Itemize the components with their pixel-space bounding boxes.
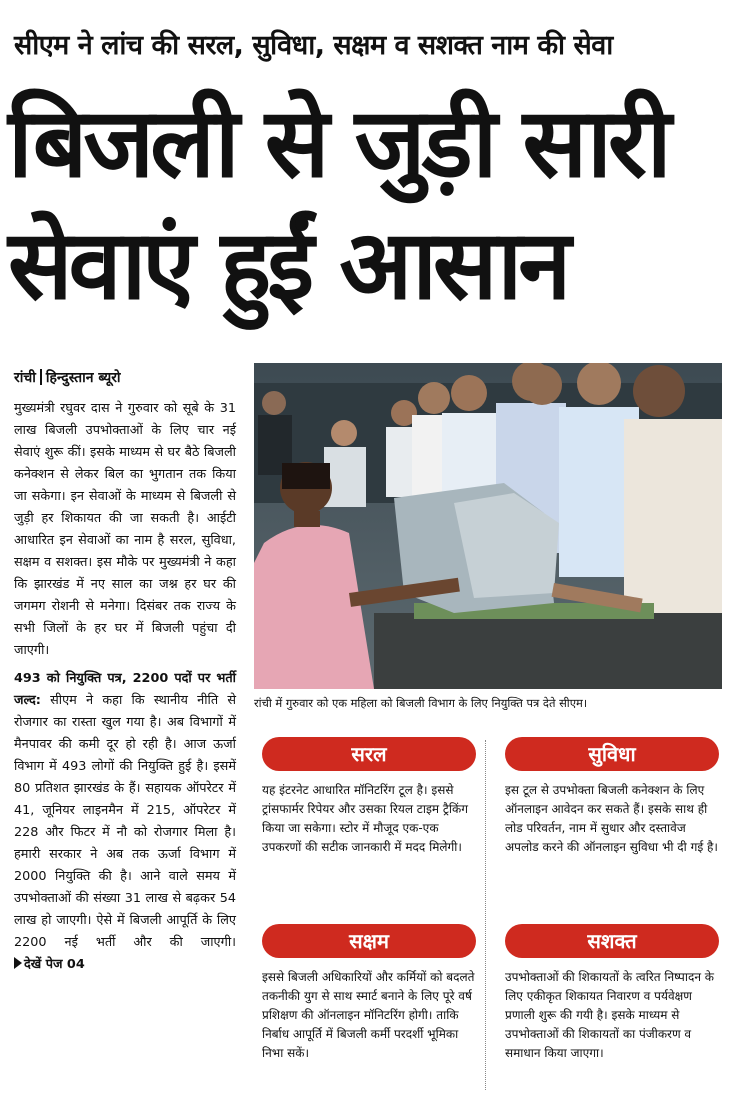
service-tag: सरल xyxy=(262,737,476,771)
byline-city: रांची xyxy=(14,370,36,386)
service-text: उपभोक्ताओं की शिकायतों के त्वरित निष्पादन के लिए एकीकृत शिकायत निवारण व पर्यवेक्षण प्रणाली शुरू की गयी है। इसके माध्यम से उपभोक्ताओं की शिकायतों का पंजीकरण व समाधान किया जाएगा। xyxy=(505,970,715,1060)
service-text: इस टूल से उपभोक्ता बिजली कनेक्शन के लिए ऑनलाइन आवेदन कर सकते हैं। इसके साथ ही लोड परिवर्तन, नाम में सुधार और दस्तावेज अपलोड करने की ऑनलाइन सुविधा भी दी गई है। xyxy=(505,783,718,854)
headline-line-2: सेवाएं हुईं आसान xyxy=(8,209,568,321)
service-box-saral xyxy=(262,737,476,857)
jump-link[interactable] xyxy=(14,957,85,972)
jump-link-text: देखें पेज 04 xyxy=(24,957,85,972)
news-photo xyxy=(254,363,722,689)
article-paragraph-2-text: सीएम ने कहा कि स्थानीय नीति से रोजगार का रास्ता खुल गया है। अब विभागों में मैनपावर की कमी दूर हो रही है। आज ऊर्जा विभाग में 493 लोगों की नियुक्ति हुई है। इसमें 80 प्रतिशत झारखंड के हैं। सहायक ऑपरेटर में 41, जूनियर लाइनमैन में 215, ऑपरेटर में 228 और फिटर में नौ को रोजगार मिला है। हमारी सरकार ने अब तक ऊर्जा विभाग में 2000 नियुक्ति की है। आने वाले समय में उपभोक्ताओं की संख्या 31 लाख से बढ़कर 54 लाख हो जाएगी। ऐसे में बिजली आपूर्ति के लिए 2200 नई भर्ती और की जाएगी। xyxy=(14,693,236,950)
article-subhead: 493 को नियुक्ति पत्र, 2200 पदों पर भर्ती जल्द: xyxy=(14,671,236,708)
service-tag: सशक्त xyxy=(505,924,719,958)
service-text: यह इंटरनेट आधारित मॉनिटरिंग टूल है। इससे ट्रांसफार्मर रिपेयर और उसका रियल टाइम ट्रैकिंग किया जा सकेगा। स्टोर में मौजूद एक-एक उपकरणों की सटीक जानकारी में मदद मिलेगी। xyxy=(262,783,468,854)
service-tag: सक्षम xyxy=(262,924,476,958)
column-divider xyxy=(485,740,486,1090)
arrow-right-icon xyxy=(14,957,22,969)
article-column xyxy=(14,398,236,976)
kicker-line: सीएम ने लांच की सरल, सुविधा, सक्षम व सशक्त नाम की सेवा xyxy=(14,30,613,61)
article-paragraph-1: मुख्यमंत्री रघुवर दास ने गुरुवार को सूबे के 31 लाख बिजली उपभोक्ताओं के लिए चार नई सेवाएं शुरू कीं। इसके माध्यम से घर बैठे बिजली कनेक्शन से लेकर बिल का भुगतान तक किया जा सकेगा। इन सेवाओं के माध्यम से बिजली से जुड़ी हर शिकायत की जा सकती है। आईटी आधारित इन सेवाओं का नाम है सरल, सुविधा, सक्षम व सशक्त। इस मौके पर मुख्यमंत्री ने कहा कि झारखंड में नए साल का जश्न हर घर की जगमग रोशनी से मनेगा। दिसंबर तक राज्य के सभी जिलों के हर घर में बिजली पहुंचा दी जाएगी। xyxy=(14,401,236,658)
service-box-suvidha xyxy=(505,737,719,857)
photo-illustration xyxy=(254,363,722,689)
service-tag: सुविधा xyxy=(505,737,719,771)
photo-caption: रांची में गुरुवार को एक महिला को बिजली विभाग के लिए नियुक्ति पत्र देते सीएम। xyxy=(254,696,588,710)
byline-separator xyxy=(40,369,42,385)
service-box-saksham xyxy=(262,924,476,1063)
service-text: इससे बिजली अधिकारियों और कर्मियों को बदलते तकनीकी युग से साथ स्मार्ट बनाने के लिए पूरे वर्ष प्रशिक्षण की ऑनलाइन मॉनिटरिंग होगी। ताकि निर्बाध आपूर्ति में बिजली कर्मी परदर्शी भूमिका निभा सकें। xyxy=(262,970,475,1060)
byline xyxy=(14,368,121,388)
service-box-sashakt xyxy=(505,924,719,1063)
byline-bureau: हिन्दुस्तान ब्यूरो xyxy=(45,370,121,386)
headline-line-1: बिजली से जुड़ी सारी xyxy=(8,87,668,199)
article-paragraph-2 xyxy=(14,668,236,976)
